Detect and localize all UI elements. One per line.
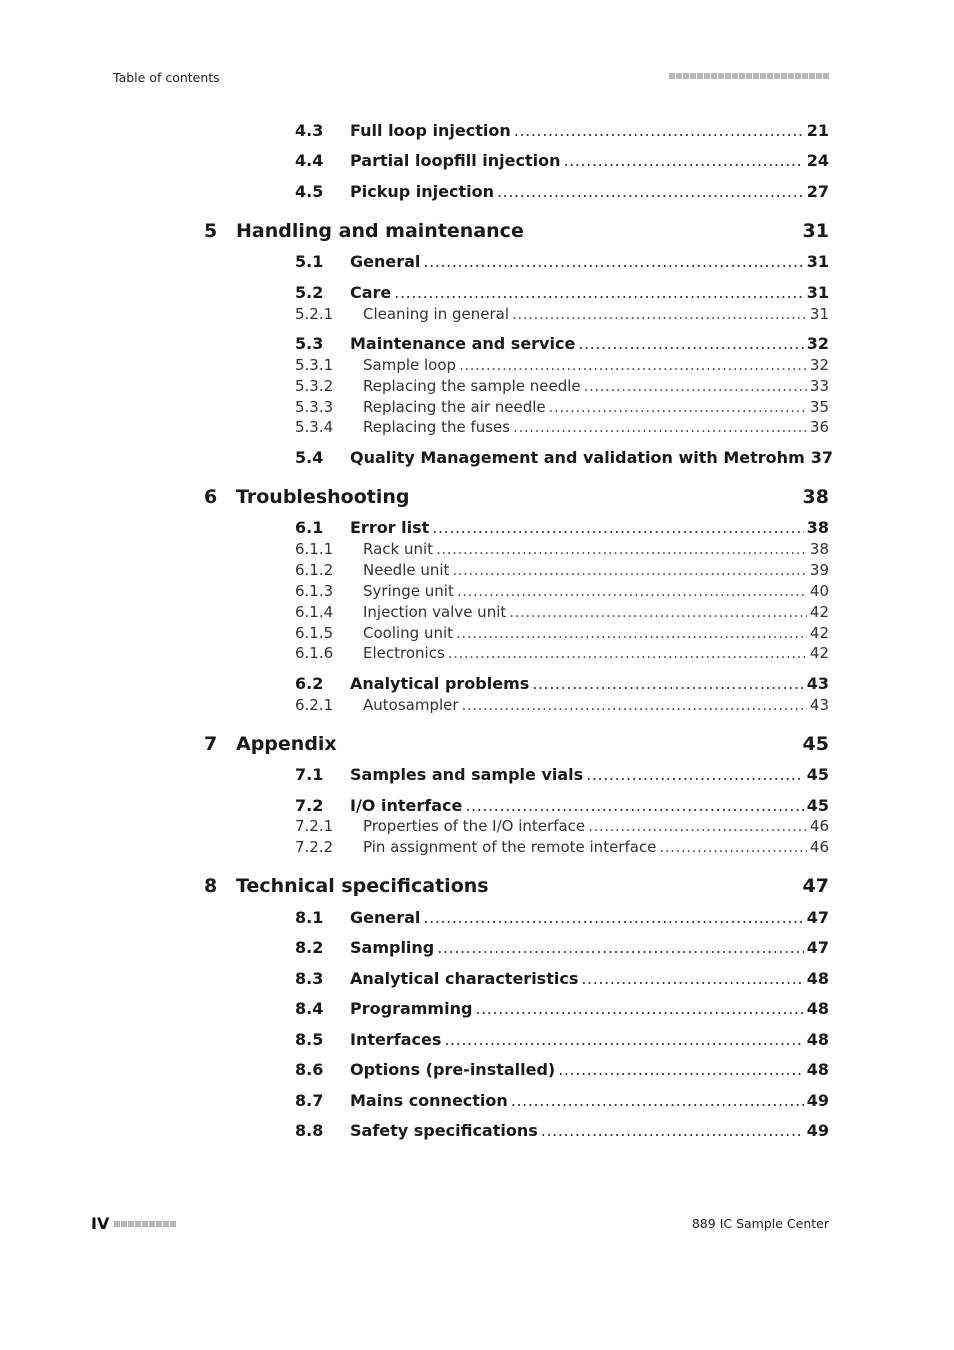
toc-entry-title: Analytical problems — [350, 674, 530, 693]
toc-entry-number: 5.2.1 — [295, 305, 334, 323]
toc-entry-6-1-4[interactable] — [295, 603, 829, 621]
toc-entry-title: General — [350, 908, 421, 927]
toc-entry-title: Appendix — [236, 733, 337, 755]
toc-entry-7[interactable] — [204, 733, 829, 755]
toc-entry-5-3-4[interactable] — [295, 418, 829, 436]
toc-entry-title: Pin assignment of the remote interface — [363, 838, 657, 856]
toc-entry-number: 4.3 — [295, 121, 324, 140]
toc-entry-5[interactable] — [204, 220, 829, 242]
toc-entry-title: Replacing the fuses — [363, 418, 511, 436]
toc-entry-page: 45 — [806, 765, 829, 784]
toc-entry-8-3[interactable] — [295, 969, 829, 988]
toc-entry-page: 32 — [809, 356, 829, 374]
toc-dot-leader — [578, 334, 803, 353]
toc-entry-number: 6.1 — [295, 518, 324, 537]
toc-entry-page: 47 — [806, 908, 829, 927]
toc-dot-leader — [423, 252, 803, 271]
toc-entry-page: 40 — [809, 582, 829, 600]
toc-entry-number: 6.1.5 — [295, 624, 334, 642]
toc-entry-title: Replacing the sample needle — [363, 377, 581, 395]
toc-entry-page: 36 — [809, 418, 829, 436]
toc-entry-6-1-5[interactable] — [295, 624, 829, 642]
toc-entry-title: Technical specifications — [236, 875, 489, 897]
toc-entry-number: 8.3 — [295, 969, 324, 988]
toc-entry-title: Rack unit — [363, 540, 434, 558]
toc-entry-number: 6.1.3 — [295, 582, 334, 600]
toc-entry-title: Partial loopfill injection — [350, 151, 561, 170]
toc-entry-6-1-2[interactable] — [295, 561, 829, 579]
toc-dot-leader — [459, 356, 807, 374]
toc-entry-title: Properties of the I/O interface — [363, 817, 586, 835]
toc-entry-title: Cooling unit — [363, 624, 454, 642]
toc-entry-number: 7.1 — [295, 765, 324, 784]
toc-entry-6-2[interactable] — [295, 674, 829, 693]
toc-entry-number: 8.7 — [295, 1091, 324, 1110]
toc-entry-title: Injection valve unit — [363, 603, 507, 621]
toc-dot-leader — [452, 561, 806, 579]
toc-entry-number: 6.1.4 — [295, 603, 334, 621]
toc-entry-7-1[interactable] — [295, 765, 829, 784]
toc-entry-8-1[interactable] — [295, 908, 829, 927]
toc-entry-5-2-1[interactable] — [295, 305, 829, 323]
toc-entry-page: 37 — [810, 448, 833, 467]
toc-entry-page: 45 — [802, 733, 829, 755]
toc-entry-number: 8.2 — [295, 938, 324, 957]
toc-entry-number: 5 — [204, 220, 218, 242]
toc-entry-page: 48 — [806, 1030, 829, 1049]
toc-entry-title: Options (pre-installed) — [350, 1060, 556, 1079]
toc-entry-page: 31 — [802, 220, 829, 242]
toc-entry-page: 46 — [809, 817, 829, 835]
toc-entry-number: 5.2 — [295, 283, 324, 302]
toc-dot-leader — [511, 1091, 804, 1110]
toc-entry-title: Analytical characteristics — [350, 969, 579, 988]
toc-entry-4-4[interactable] — [295, 151, 829, 170]
toc-entry-title: Troubleshooting — [236, 486, 410, 508]
toc-dot-leader — [532, 674, 803, 693]
toc-entry-page: 38 — [802, 486, 829, 508]
toc-entry-page: 47 — [806, 938, 829, 957]
toc-entry-page: 21 — [806, 121, 829, 140]
toc-entry-page: 31 — [809, 305, 829, 323]
header-decoration — [669, 73, 829, 79]
toc-entry-number: 5.3.1 — [295, 356, 334, 374]
toc-entry-title: Autosampler — [363, 696, 459, 714]
toc-entry-page: 46 — [809, 838, 829, 856]
toc-entry-title: Sampling — [350, 938, 435, 957]
toc-dot-leader — [514, 121, 804, 140]
toc-entry-5-3-1[interactable] — [295, 356, 829, 374]
toc-entry-page: 27 — [806, 182, 829, 201]
toc-entry-page: 42 — [809, 624, 829, 642]
toc-dot-leader — [432, 518, 803, 537]
toc-entry-title: Sample loop — [363, 356, 457, 374]
toc-entry-number: 5.3 — [295, 334, 324, 353]
toc-entry-8-7[interactable] — [295, 1091, 829, 1110]
toc-dot-leader — [475, 999, 803, 1018]
toc-entry-title: Syringe unit — [363, 582, 454, 600]
toc-entry-title: Interfaces — [350, 1030, 442, 1049]
toc-entry-title: Cleaning in general — [363, 305, 509, 323]
toc-entry-number: 8.5 — [295, 1030, 324, 1049]
toc-entry-page: 32 — [806, 334, 829, 353]
toc-entry-page: 48 — [806, 969, 829, 988]
toc-entry-page: 39 — [809, 561, 829, 579]
toc-entry-6-2-1[interactable] — [295, 696, 829, 714]
toc-entry-7-2-2[interactable] — [295, 838, 829, 856]
toc-entry-title: Samples and sample vials — [350, 765, 584, 784]
toc-dot-leader — [586, 765, 804, 784]
toc-entry-number: 4.5 — [295, 182, 324, 201]
toc-entry-8-5[interactable] — [295, 1030, 829, 1049]
toc-entry-title: Handling and maintenance — [236, 220, 524, 242]
toc-entry-5-3-3[interactable] — [295, 398, 829, 416]
toc-entry-8-6[interactable] — [295, 1060, 829, 1079]
toc-entry-8-8[interactable] — [295, 1121, 829, 1140]
toc-entry-page: 48 — [806, 1060, 829, 1079]
toc-entry-title: Programming — [350, 999, 473, 1018]
toc-dot-leader — [437, 938, 803, 957]
toc-entry-title: Safety specifications — [350, 1121, 538, 1140]
toc-dot-leader — [541, 1121, 804, 1140]
toc-dot-leader — [457, 582, 807, 600]
toc-dot-leader — [465, 796, 803, 815]
toc-entry-page: 48 — [806, 999, 829, 1018]
toc-entry-7-2-1[interactable] — [295, 817, 829, 835]
toc-entry-number: 6.2 — [295, 674, 324, 693]
toc-entry-page: 31 — [806, 283, 829, 302]
toc-entry-number: 5.3.2 — [295, 377, 334, 395]
toc-entry-page: 49 — [806, 1091, 829, 1110]
toc-entry-page: 31 — [806, 252, 829, 271]
toc-entry-number: 8.1 — [295, 908, 324, 927]
toc-entry-5-2[interactable] — [295, 283, 829, 302]
toc-entry-6[interactable] — [204, 486, 829, 508]
toc-dot-leader — [448, 644, 807, 662]
toc-entry-number: 6.1.2 — [295, 561, 334, 579]
toc-dot-leader — [444, 1030, 803, 1049]
toc-dot-leader — [456, 624, 807, 642]
toc-entry-title: Pickup injection — [350, 182, 494, 201]
toc-entry-5-3-2[interactable] — [295, 377, 829, 395]
toc-dot-leader — [513, 418, 807, 436]
toc-entry-title: I/O interface — [350, 796, 463, 815]
toc-dot-leader — [584, 377, 807, 395]
toc-entry-8-2[interactable] — [295, 938, 829, 957]
toc-entry-number: 5.3.4 — [295, 418, 334, 436]
toc-dot-leader — [462, 696, 807, 714]
toc-entry-number: 7.2.2 — [295, 838, 334, 856]
toc-dot-leader — [564, 151, 804, 170]
toc-entry-6-1-6[interactable] — [295, 644, 829, 662]
toc-entry-number: 7.2 — [295, 796, 324, 815]
toc-entry-page: 24 — [806, 151, 829, 170]
toc-entry-title: Error list — [350, 518, 430, 537]
toc-entry-8[interactable] — [204, 875, 829, 897]
toc-dot-leader — [659, 838, 806, 856]
page-number: IV — [91, 1214, 110, 1233]
toc-entry-8-4[interactable] — [295, 999, 829, 1018]
toc-entry-4-3[interactable] — [295, 121, 829, 140]
footer-page-block — [91, 1214, 176, 1233]
toc-entry-6-1-1[interactable] — [295, 540, 829, 558]
toc-entry-number: 8.8 — [295, 1121, 324, 1140]
toc-entry-number: 8.6 — [295, 1060, 324, 1079]
toc-entry-number: 6.1.6 — [295, 644, 334, 662]
toc-entry-page: 38 — [809, 540, 829, 558]
toc-dot-leader — [497, 182, 804, 201]
toc-entry-title: Quality Management and validation with Metrohm — [350, 448, 805, 467]
toc-dot-leader — [549, 398, 807, 416]
toc-entry-number: 6.1.1 — [295, 540, 334, 558]
toc-entry-number: 8 — [204, 875, 218, 897]
toc-entry-number: 5.4 — [295, 448, 324, 467]
toc-dot-leader — [588, 817, 807, 835]
toc-dot-leader — [558, 1060, 803, 1079]
toc-entry-page: 43 — [806, 674, 829, 693]
footer-decoration — [114, 1221, 176, 1227]
toc-entry-6-1-3[interactable] — [295, 582, 829, 600]
toc-entry-page: 42 — [809, 644, 829, 662]
toc-dot-leader — [423, 908, 803, 927]
toc-entry-page: 38 — [806, 518, 829, 537]
toc-entry-number: 4.4 — [295, 151, 324, 170]
running-header-title: Table of contents — [113, 70, 220, 85]
toc-entry-page: 33 — [809, 377, 829, 395]
toc-dot-leader — [512, 305, 807, 323]
toc-entry-number: 8.4 — [295, 999, 324, 1018]
toc-entry-6-1[interactable] — [295, 518, 829, 537]
toc-entry-5-3[interactable] — [295, 334, 829, 353]
footer-product-name: 889 IC Sample Center — [691, 1216, 829, 1231]
toc-entry-5-1[interactable] — [295, 252, 829, 271]
toc-entry-5-4[interactable] — [295, 448, 833, 467]
toc-entry-page: 43 — [809, 696, 829, 714]
toc-entry-title: Replacing the air needle — [363, 398, 546, 416]
toc-entry-page: 47 — [802, 875, 829, 897]
toc-entry-title: Needle unit — [363, 561, 450, 579]
toc-entry-title: Electronics — [363, 644, 445, 662]
toc-entry-title: Maintenance and service — [350, 334, 576, 353]
toc-entry-number: 6.2.1 — [295, 696, 334, 714]
toc-entry-page: 35 — [809, 398, 829, 416]
toc-entry-page: 49 — [806, 1121, 829, 1140]
toc-entry-page: 42 — [809, 603, 829, 621]
toc-entry-number: 7 — [204, 733, 218, 755]
toc-entry-7-2[interactable] — [295, 796, 829, 815]
toc-entry-number: 5.3.3 — [295, 398, 334, 416]
toc-entry-title: General — [350, 252, 421, 271]
toc-entry-number: 7.2.1 — [295, 817, 334, 835]
toc-entry-title: Full loop injection — [350, 121, 511, 140]
toc-entry-number: 5.1 — [295, 252, 324, 271]
toc-entry-title: Mains connection — [350, 1091, 508, 1110]
toc-dot-leader — [394, 283, 803, 302]
toc-entry-number: 6 — [204, 486, 218, 508]
toc-dot-leader — [509, 603, 807, 621]
toc-dot-leader — [581, 969, 803, 988]
toc-entry-title: Care — [350, 283, 392, 302]
toc-entry-4-5[interactable] — [295, 182, 829, 201]
toc-entry-page: 45 — [806, 796, 829, 815]
toc-dot-leader — [436, 540, 807, 558]
